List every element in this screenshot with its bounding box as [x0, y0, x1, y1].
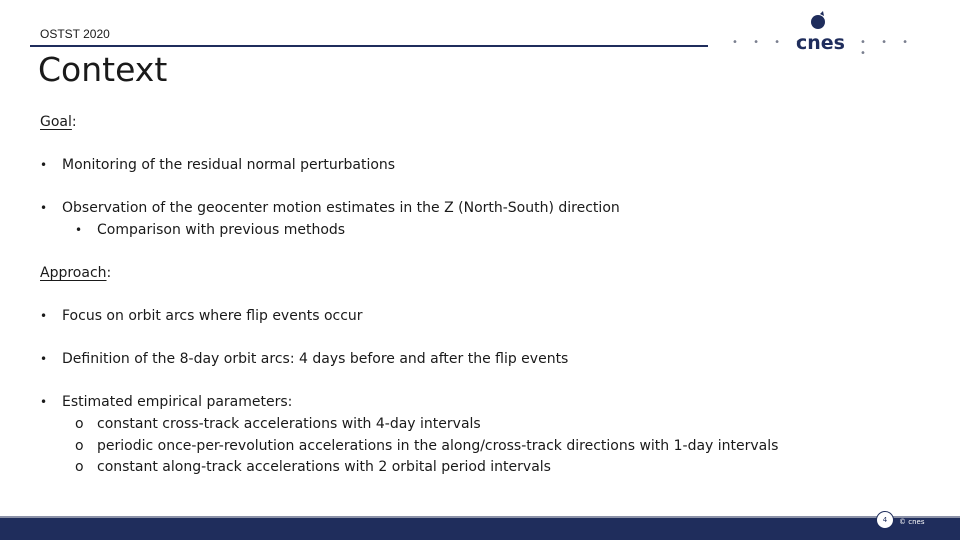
goal-bullet-1-text: Monitoring of the residual normal perturbations: [62, 157, 396, 173]
logo-dots-left: • • • •: [732, 37, 808, 48]
approach-sub-item-2-text: periodic once-per-revolution accelerations in the along/cross-track directions with 1-day intervals: [97, 438, 779, 454]
bullet-marker: •: [40, 395, 48, 409]
approach-label: Approach: [40, 265, 107, 281]
page-title: Context: [38, 50, 168, 89]
goal-heading: [40, 114, 77, 130]
sub-bullet-marker: •: [75, 223, 83, 237]
bullet-marker: •: [40, 352, 48, 366]
goal-sub-bullet-text: Comparison with previous methods: [97, 222, 346, 238]
header-tag: OSTST 2020: [40, 27, 110, 41]
header-rule: [30, 45, 708, 47]
bullet-marker: •: [40, 201, 48, 215]
goal-label: Goal: [40, 114, 72, 130]
approach-bullet-3-text: Estimated empirical parameters:: [62, 394, 293, 410]
approach-bullet-2: [40, 351, 568, 367]
goal-bullet-2-text: Observation of the geocenter motion estimates in the Z (North-South) direction: [62, 200, 620, 216]
approach-sub-item-3-text: constant along-track accelerations with 2 orbital period intervals: [97, 459, 551, 475]
approach-bullet-2-text: Definition of the 8-day orbit arcs: 4 days before and after the flip events: [62, 351, 569, 367]
approach-sub-item-3: [75, 459, 551, 475]
page-number-badge: 4: [876, 511, 894, 529]
approach-sub-item-1: [75, 416, 481, 432]
sub-item-marker: o: [75, 438, 84, 454]
bullet-marker: •: [40, 158, 48, 172]
approach-sub-item-2: [75, 438, 778, 454]
approach-bullet-3: [40, 394, 292, 410]
sub-item-marker: o: [75, 416, 84, 432]
approach-bullet-1-text: Focus on orbit arcs where flip events occur: [62, 308, 363, 324]
goal-bullet-1: [40, 157, 395, 173]
approach-heading: [40, 265, 111, 281]
goal-suffix: :: [71, 114, 77, 130]
approach-bullet-1: [40, 308, 363, 324]
approach-sub-item-1-text: constant cross-track accelerations with 4-day intervals: [97, 416, 481, 432]
bullet-marker: •: [40, 309, 48, 323]
copyright-text: © cnes: [899, 518, 925, 526]
footer-bar: [0, 518, 960, 540]
goal-sub-bullet: [75, 222, 345, 238]
cnes-logo: [730, 10, 920, 59]
logo-wordmark: cnes: [796, 32, 845, 54]
sub-item-marker: o: [75, 459, 84, 475]
approach-suffix: :: [106, 265, 112, 281]
logo-dots-right: • • • •: [860, 37, 915, 59]
goal-bullet-2: [40, 200, 620, 216]
